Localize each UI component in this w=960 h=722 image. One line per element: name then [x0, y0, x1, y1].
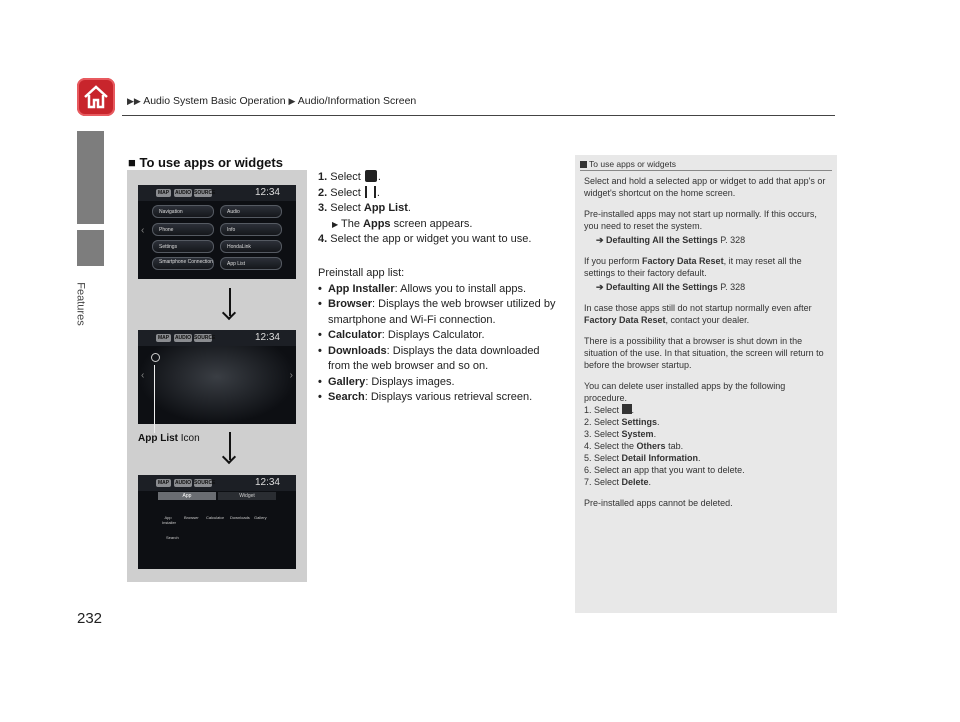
- steps-list: [318, 170, 563, 248]
- note-header: To use apps or widgets: [580, 159, 676, 169]
- app-list-screen-image: MAP AUDIO SOURCE 12:34 ‹ ›: [138, 330, 296, 424]
- note-body: Select and hold a selected app or widget to add that app's or widget's shortcut on the home screen. Pre-installed apps may not start up normally. If this occurs, you need to reset the system. ➔ Defaulting All the Settings P. 328 If you perform Factory Data Reset, it may reset all the settings to their factory default. ➔ Defaulting All the Settings P. 328 In case those apps still do not startup normally even after Factory Data Reset, contact your dealer. There is a possibility that a browser is shut down in the situation of the use. In that situation, the screen will return to before the browser startup. You can delete user installed apps by the following procedure. 1. Select . 2. Select Settings. 3. Select System. 4. Select the Others tab. 5. Select Detail Information. 6. Select an app that you want to delete. 7. Select Delete. Pre-installed apps cannot be deleted.: [584, 175, 830, 518]
- chevron-left-icon: ‹: [141, 370, 145, 381]
- arrow-down-icon: [229, 288, 231, 316]
- preinstall-heading: Preinstall app list:: [318, 267, 405, 279]
- home-button[interactable]: [77, 78, 115, 116]
- home-grid-icon: [365, 170, 377, 182]
- list-item: • App Installer: Allows you to install apps.: [318, 282, 563, 298]
- home-screen-image: MAP AUDIO SOURCE 12:34 Navigation Audio Phone Info Settings HondaLink Smartphone Connection App List ‹: [138, 185, 296, 279]
- list-item: • Search: Displays various retrieval screen.: [318, 390, 563, 406]
- section-title: ■ To use apps or widgets: [128, 155, 283, 170]
- breadcrumb-link-audio-system[interactable]: Audio System Basic Operation: [143, 95, 286, 107]
- ref-link-defaulting[interactable]: ➔ Defaulting All the Settings P. 328: [596, 235, 746, 245]
- home-grid-icon: [622, 404, 632, 414]
- ref-arrow-icon: ➔: [596, 282, 607, 292]
- app-list-icon: [151, 353, 160, 362]
- header-rule: [122, 115, 835, 116]
- breadcrumb: ▶▶ Audio System Basic Operation ▶ Audio/Information Screen: [127, 95, 417, 107]
- side-tab-block: [77, 131, 104, 224]
- list-item: • Downloads: Displays the data downloaded from the web browser and so on.: [318, 344, 563, 375]
- note-divider: [580, 170, 832, 171]
- step-3-result: ▶ The Apps screen appears.: [332, 217, 473, 230]
- ref-link-defaulting[interactable]: ➔ Defaulting All the Settings P. 328: [596, 282, 746, 292]
- step-1: 1. Select .: [318, 171, 381, 183]
- step-2: 2. Select .: [318, 186, 380, 199]
- list-item: • Gallery: Displays images.: [318, 375, 563, 391]
- list-item: • Browser: Displays the web browser utilized by smartphone and Wi-Fi connection.: [318, 297, 563, 328]
- preinstall-list: [318, 266, 563, 406]
- step-3: 3. Select App List.: [318, 202, 411, 214]
- back-icon: [365, 186, 376, 198]
- home-icon: [82, 83, 110, 111]
- sidebar-label: Features: [74, 282, 87, 326]
- list-item: • Calculator: Displays Calculator.: [318, 328, 563, 344]
- side-tab-features[interactable]: [77, 230, 104, 266]
- page-number: 232: [77, 610, 103, 627]
- callout-label: App List Icon: [138, 433, 200, 444]
- chevron-left-icon: ‹: [141, 225, 145, 236]
- step-4: 4. Select the app or widget you want to use.: [318, 233, 532, 245]
- callout-line: [154, 365, 155, 433]
- breadcrumb-link-audio-info[interactable]: Audio/Information Screen: [297, 95, 417, 107]
- note-marker-icon: [580, 161, 587, 168]
- chevron-right-icon: ›: [289, 370, 293, 381]
- note-panel: [575, 155, 837, 613]
- ref-arrow-icon: ➔: [596, 235, 607, 245]
- arrow-down-icon: [229, 432, 231, 460]
- apps-screen-image: MAP AUDIO SOURCE 12:34 App Widget App Installer Browser Calculator Downloads Gallery Search: [138, 475, 296, 569]
